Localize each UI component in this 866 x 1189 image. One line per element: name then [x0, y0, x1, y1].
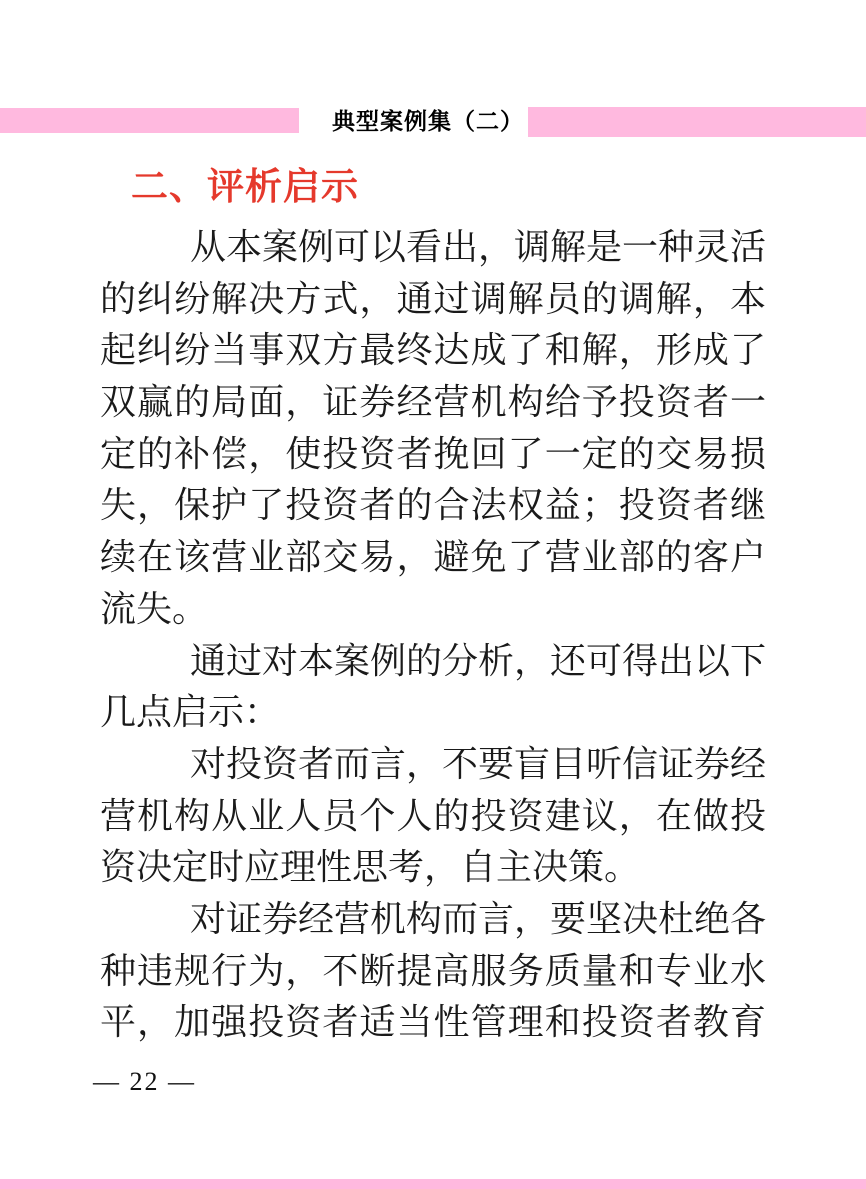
body-line: 几点启示： — [100, 692, 281, 733]
body-line: 资决定时应理性思考，自主决策。 — [100, 847, 641, 888]
header-band-right — [528, 107, 866, 137]
body-line: 对证券经营机构而言，要坚决杜绝各 — [190, 898, 766, 939]
body-line: 种违规行为，不断提高服务质量和专业水 — [100, 950, 766, 991]
body-line: 对投资者而言，不要盲目听信证券经 — [190, 743, 766, 784]
body-line: 续在该营业部交易，避免了营业部的客户 — [100, 537, 766, 578]
body-line: 双赢的局面，证券经营机构给予投资者一 — [100, 382, 766, 423]
body-line: 的纠纷解决方式，通过调解员的调解，本 — [100, 278, 766, 319]
body-line: 从本案例可以看出，调解是一种灵活 — [190, 227, 766, 267]
body-line: 起纠纷当事双方最终达成了和解，形成了 — [100, 330, 766, 371]
body-line: 流失。 — [100, 588, 209, 629]
page-number: — 22 — — [93, 1067, 196, 1096]
body-line: 通过对本案例的分析，还可得出以下 — [190, 640, 766, 681]
body-line: 定的补偿，使投资者挽回了一定的交易损 — [100, 433, 766, 474]
section-heading: 二、评析启示 — [131, 166, 359, 207]
body-line: 失，保护了投资者的合法权益；投资者继 — [100, 485, 766, 526]
running-title: 典型案例集（二） — [332, 108, 524, 134]
footer-band — [0, 1179, 866, 1189]
header-band-left — [0, 108, 299, 133]
body-line: 营机构从业人员个人的投资建议，在做投 — [100, 795, 766, 836]
body-line: 平，加强投资者适当性管理和投资者教育 — [100, 1002, 766, 1043]
body-text — [100, 222, 766, 1049]
